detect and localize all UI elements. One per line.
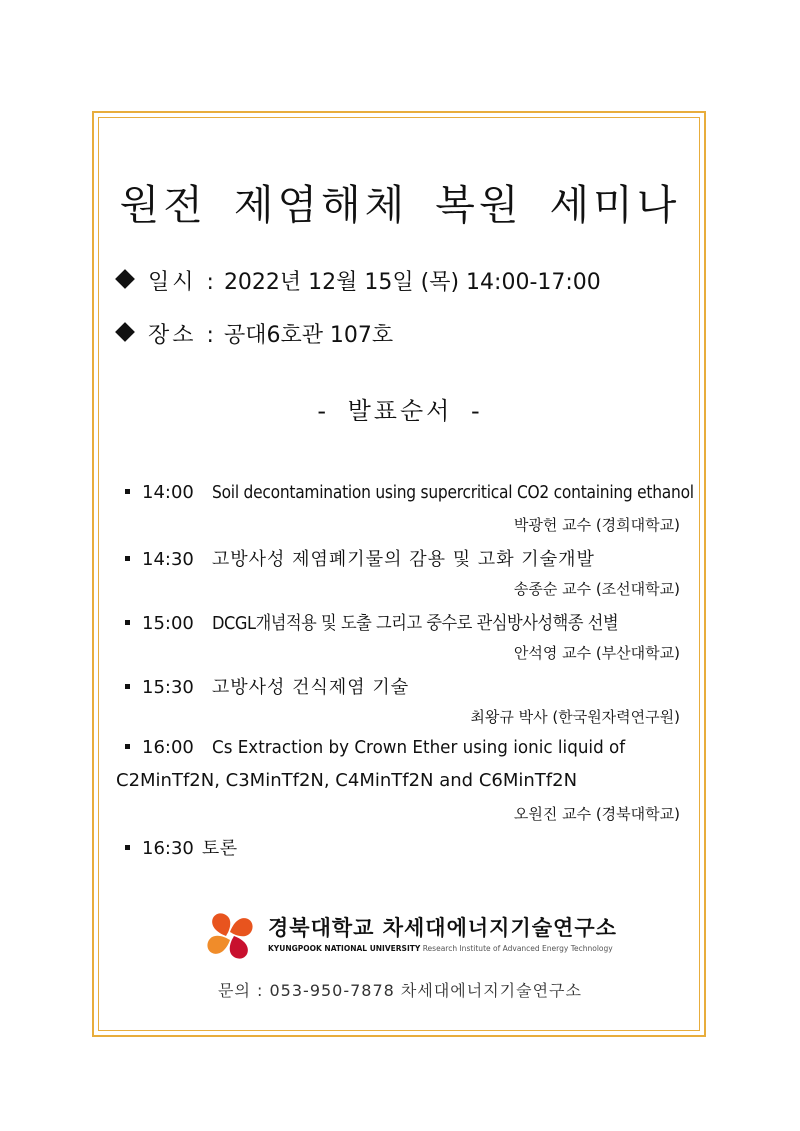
- program-topic: Soil decontamination using supercritical CO2 containing ethanol: [211, 482, 694, 503]
- institute-logo: [202, 908, 617, 966]
- program-item: [125, 609, 663, 635]
- date-row: [118, 265, 601, 296]
- program-time: 15:00: [142, 613, 194, 634]
- diamond-bullet-icon: [115, 322, 135, 342]
- date-label: 일시: [148, 270, 197, 295]
- place-row: [118, 318, 393, 349]
- square-bullet-icon: [125, 744, 130, 749]
- logo-title: 경북대학교 차세대에너지기술연구소: [268, 916, 617, 940]
- program-time: 16:00: [142, 737, 194, 758]
- colon: :: [206, 270, 214, 295]
- place-label: 장소: [148, 323, 197, 348]
- program-item: [125, 482, 772, 503]
- border-frame: [92, 111, 706, 1037]
- program-time: 14:30: [142, 549, 194, 570]
- program-item: [125, 834, 238, 860]
- program-item: [125, 737, 656, 758]
- square-bullet-icon: [125, 845, 130, 850]
- diamond-bullet-icon: [115, 269, 135, 289]
- date-value: 2022년 12월 15일 (목) 14:00-17:00: [223, 270, 601, 295]
- program-speaker: 최왕규 박사 (한국원자력연구원): [470, 708, 680, 726]
- program-time: 16:30: [142, 838, 194, 859]
- program-topic-continued: C2MinTf2N, C3MinTf2N, C4MinTf2N and C6MinTf2N: [116, 770, 578, 791]
- border-frame-inner: [98, 117, 700, 1031]
- program-topic: 고방사성 제염폐기물의 감용 및 고화 기술개발: [211, 549, 595, 570]
- program-item: [125, 545, 595, 571]
- program-speaker: 안석영 교수 (부산대학교): [513, 644, 680, 662]
- program-speaker: 오원진 교수 (경북대학교): [513, 805, 680, 823]
- square-bullet-icon: [125, 620, 130, 625]
- program-topic: Cs Extraction by Crown Ether using ionic liquid of: [211, 737, 626, 758]
- place-value: 공대6호관 107호: [223, 323, 394, 348]
- program-topic: DCGL개념적용 및 도출 그리고 중수로 관심방사성핵종 선별: [211, 613, 619, 634]
- program-speaker: 송종순 교수 (조선대학교): [513, 580, 680, 598]
- program-topic: 토론: [201, 838, 238, 859]
- logo-university-name: KYUNGPOOK NATIONAL UNIVERSITY: [268, 944, 421, 953]
- program-speaker: 박광헌 교수 (경희대학교): [513, 516, 680, 534]
- seminar-title: 원전 제염해체 복원 세미나: [119, 181, 681, 229]
- program-topic: 고방사성 건식제염 기술: [211, 677, 410, 698]
- square-bullet-icon: [125, 556, 130, 561]
- program-time: 15:30: [142, 677, 194, 698]
- square-bullet-icon: [125, 684, 130, 689]
- order-heading: - 발표순서 -: [317, 397, 483, 425]
- colon: :: [206, 323, 214, 348]
- square-bullet-icon: [125, 489, 130, 494]
- program-item: [125, 673, 409, 699]
- program-time: 14:00: [142, 482, 194, 503]
- contact-info: 문의 : 053-950-7878 차세대에너지기술연구소: [218, 981, 582, 1000]
- logo-institute-name: Research Institute of Advanced Energy Technology: [422, 944, 613, 953]
- logo-subtitle: [268, 944, 613, 953]
- swirl-logo-icon: [202, 908, 258, 964]
